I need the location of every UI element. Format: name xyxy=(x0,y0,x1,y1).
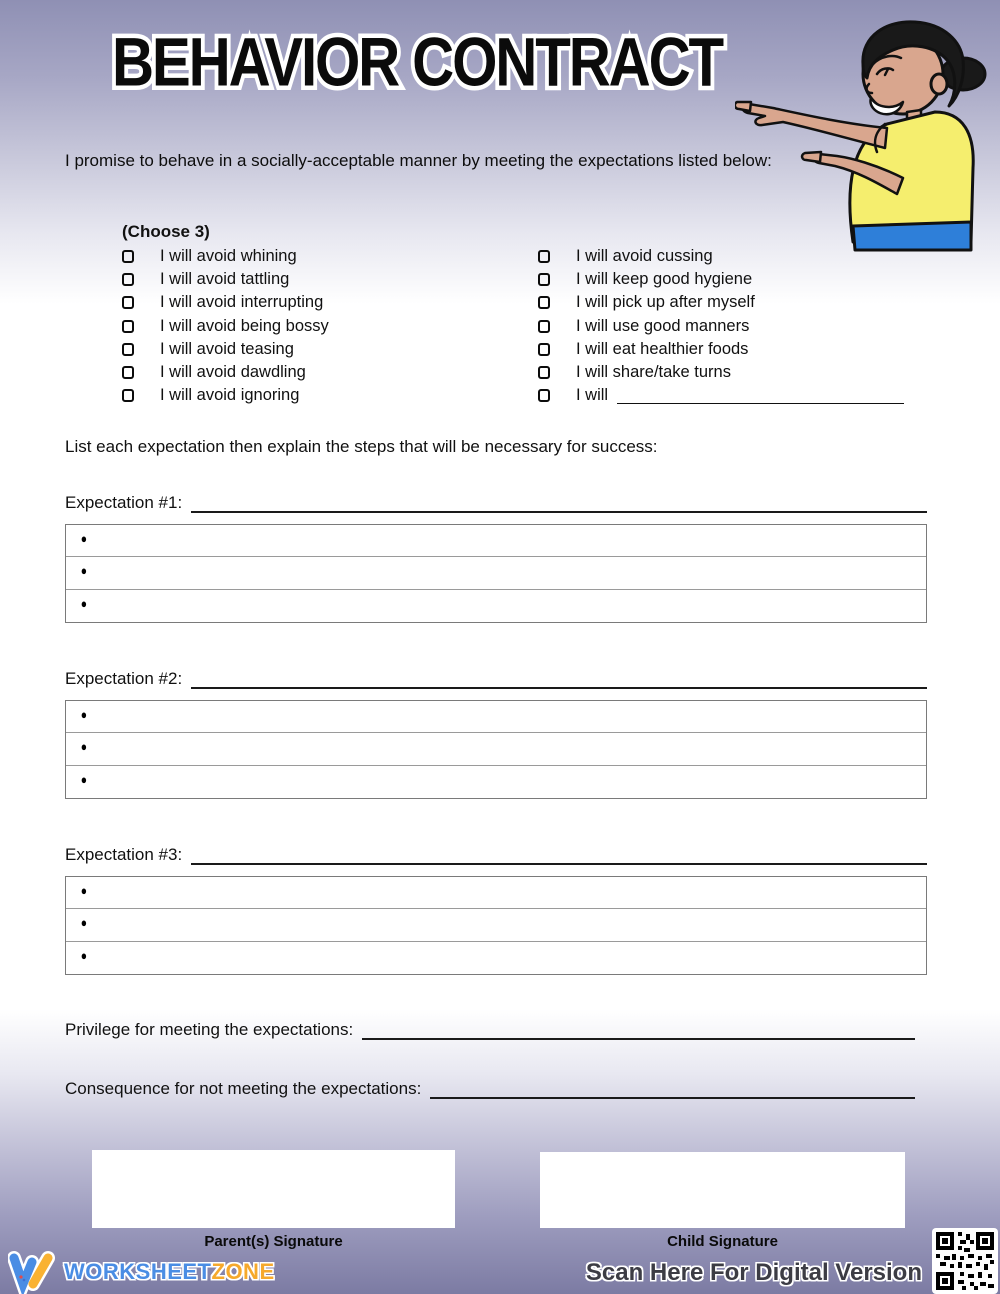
checkbox-icon[interactable] xyxy=(122,273,134,286)
checklist-item-label: I will eat healthier foods xyxy=(576,339,749,358)
bullet-point: ● xyxy=(80,531,88,546)
checklist-left xyxy=(122,245,502,407)
fill-in-blank-line[interactable] xyxy=(617,387,904,404)
checklist-item xyxy=(122,361,502,384)
checklist-item-label: I will avoid whining xyxy=(160,247,297,266)
qr-code xyxy=(932,1228,998,1294)
steps-table xyxy=(65,700,927,799)
expectation-blank-line[interactable] xyxy=(191,669,927,689)
brand-zone-text: ZONE xyxy=(211,1259,275,1284)
checklist-item-label: I will keep good hygiene xyxy=(576,270,753,289)
checklist-item-label: I will avoid tattling xyxy=(160,270,290,289)
checkbox-icon[interactable] xyxy=(538,296,550,309)
expectation-label: Expectation #2: xyxy=(65,669,183,688)
checklist-item xyxy=(538,338,904,361)
step-line[interactable] xyxy=(66,701,926,733)
bullet-point: ● xyxy=(80,563,88,579)
privilege-field xyxy=(65,1020,915,1040)
checklist-item xyxy=(122,268,502,291)
boy-ear xyxy=(931,74,947,94)
checklist-item-label: I will avoid ignoring xyxy=(160,386,300,405)
checklist-item-fill-in xyxy=(538,384,904,407)
step-line[interactable] xyxy=(66,557,926,589)
steps-table xyxy=(65,876,927,975)
checkbox-icon[interactable] xyxy=(122,389,134,402)
checkbox-icon[interactable] xyxy=(122,366,134,379)
step-line[interactable] xyxy=(66,525,926,557)
step-line[interactable] xyxy=(66,766,926,798)
checkbox-icon[interactable] xyxy=(122,343,134,356)
expectation-block-2 xyxy=(65,665,927,799)
title-text: BEHAVIOR CONTRACT xyxy=(112,24,725,101)
checklist-item-label: I will use good manners xyxy=(576,316,750,335)
bullet-point: ● xyxy=(80,771,88,787)
step-line[interactable] xyxy=(66,877,926,909)
checkbox-icon[interactable] xyxy=(538,343,550,356)
bullet-point: ● xyxy=(80,915,88,931)
checkbox-icon[interactable] xyxy=(538,320,550,333)
privilege-blank-line[interactable] xyxy=(362,1020,915,1040)
checklist-item-label: I will pick up after myself xyxy=(576,293,755,312)
step-line[interactable] xyxy=(66,909,926,941)
checklist-item-label: I will avoid dawdling xyxy=(160,363,306,382)
expectation-block-1 xyxy=(65,489,927,623)
parent-signature-label: Parent(s) Signature xyxy=(204,1233,343,1250)
parent-signature-box[interactable] xyxy=(92,1150,455,1228)
checklist-item xyxy=(538,315,904,338)
checklist-item-label: I will avoid being bossy xyxy=(160,316,329,335)
checkbox-icon[interactable] xyxy=(538,250,550,263)
child-signature-label: Child Signature xyxy=(667,1233,778,1250)
bullet-point: ● xyxy=(80,707,88,722)
scan-here-text: Scan Here For Digital Version xyxy=(585,1259,922,1286)
consequence-blank-line[interactable] xyxy=(430,1079,915,1099)
expectation-blank-line[interactable] xyxy=(191,493,927,513)
checkbox-icon[interactable] xyxy=(538,366,550,379)
brand-worksheet-text: WORKSHEET xyxy=(64,1259,212,1284)
checklist-item-label: I will avoid teasing xyxy=(160,339,294,358)
boy-finger-lower xyxy=(802,152,821,162)
checklist-item-label: I will avoid interrupting xyxy=(160,293,324,312)
instructions-text: List each expectation then explain the steps that will be necessary for success: xyxy=(65,437,658,456)
qr-code-pattern xyxy=(936,1232,994,1290)
checklist-item xyxy=(538,268,904,291)
consequence-field xyxy=(65,1079,915,1099)
checklist-item xyxy=(122,315,502,338)
consequence-label: Consequence for not meeting the expectations: xyxy=(65,1079,422,1098)
step-line[interactable] xyxy=(66,733,926,765)
bullet-point: ● xyxy=(80,947,88,963)
expectation-block-3 xyxy=(65,841,927,975)
checklist-right xyxy=(538,245,904,407)
step-line[interactable] xyxy=(66,942,926,974)
expectation-blank-line[interactable] xyxy=(191,845,927,865)
checklist-item xyxy=(122,245,502,268)
bullet-point: ● xyxy=(80,883,88,898)
checklist-item xyxy=(122,291,502,314)
steps-table xyxy=(65,524,927,623)
checklist-item-label: I will xyxy=(576,386,609,405)
page-title xyxy=(95,14,740,109)
bullet-point: ● xyxy=(80,739,88,755)
checklist-item xyxy=(538,245,904,268)
checklist-item xyxy=(538,361,904,384)
checklist-item-label: I will avoid cussing xyxy=(576,247,713,266)
choose-label: (Choose 3) xyxy=(122,222,210,241)
checklist-item xyxy=(122,384,502,407)
bullet-point: ● xyxy=(80,595,88,611)
child-signature-box[interactable] xyxy=(540,1152,905,1228)
boy-finger-upper xyxy=(735,102,751,111)
checkbox-icon[interactable] xyxy=(122,320,134,333)
privilege-label: Privilege for meeting the expectations: xyxy=(65,1020,354,1039)
checkbox-icon[interactable] xyxy=(538,273,550,286)
checkbox-icon[interactable] xyxy=(538,389,550,402)
expectation-label: Expectation #1: xyxy=(65,493,183,512)
checklist-item xyxy=(122,338,502,361)
worksheetzone-logo-icon xyxy=(8,1250,58,1294)
expectation-label: Expectation #3: xyxy=(65,845,183,864)
pointing-boy-illustration xyxy=(735,12,997,254)
checkbox-icon[interactable] xyxy=(122,250,134,263)
worksheetzone-logo xyxy=(8,1250,275,1294)
step-line[interactable] xyxy=(66,590,926,622)
checkbox-icon[interactable] xyxy=(122,296,134,309)
checklist-item xyxy=(538,291,904,314)
intro-text: I promise to behave in a socially-acceptable manner by meeting the expectations listed below: xyxy=(65,151,772,170)
boy-arm-upper xyxy=(742,104,887,148)
checklist-item-label: I will share/take turns xyxy=(576,363,731,382)
